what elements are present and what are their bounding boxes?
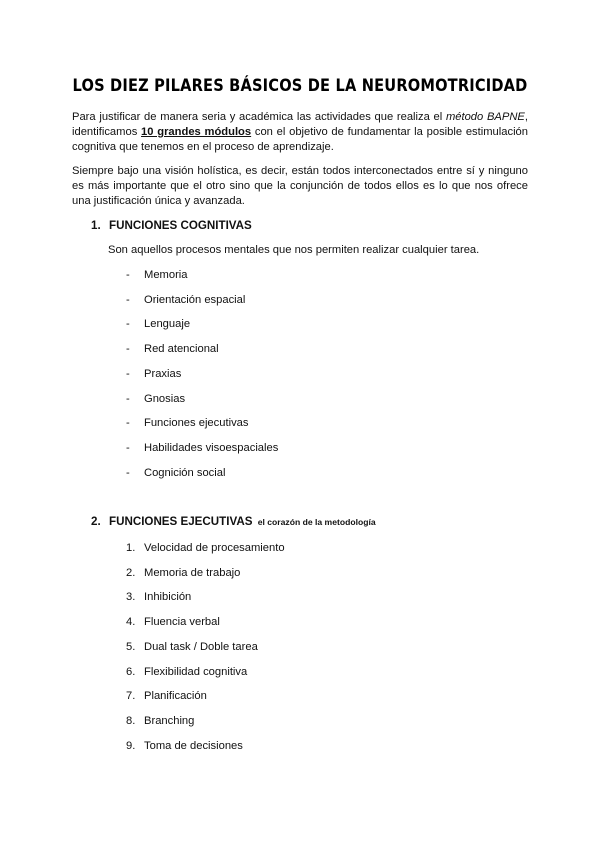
- list-item-label: Habilidades visoespaciales: [144, 442, 279, 454]
- list-item-label: Lenguaje: [144, 318, 191, 330]
- list-number: 3.: [126, 591, 136, 603]
- list-item: [126, 542, 285, 558]
- list-item: [126, 467, 225, 483]
- list-number: 7.: [126, 690, 136, 702]
- list-item-label: Velocidad de procesamiento: [144, 542, 285, 554]
- list-number: 5.: [126, 641, 136, 653]
- section-number: 1.: [91, 219, 101, 232]
- intro-paragraph: [72, 110, 528, 155]
- list-item-label: Orientación espacial: [144, 294, 246, 306]
- list-item-label: Funciones ejecutivas: [144, 417, 249, 429]
- list-item-label: Fluencia verbal: [144, 616, 220, 628]
- intro-text-3: con el objetivo de fundamentar la posible estimulación cognitiva que tenemos en el proceso de aprendizaje.: [72, 126, 528, 153]
- list-item: [126, 318, 190, 334]
- list-item: [126, 442, 278, 458]
- list-item-label: Branching: [144, 715, 195, 727]
- list-item: [126, 567, 240, 583]
- list-item: [126, 393, 185, 409]
- list-item-label: Praxias: [144, 368, 182, 380]
- section-title: FUNCIONES EJECUTIVAS: [109, 515, 253, 528]
- bullet-dash: -: [126, 318, 130, 330]
- section-heading-executive: [91, 515, 376, 528]
- section-title: FUNCIONES COGNITIVAS: [109, 219, 252, 232]
- list-item: [126, 616, 220, 632]
- list-item-label: Memoria: [144, 269, 188, 281]
- list-number: 9.: [126, 740, 136, 752]
- bullet-dash: -: [126, 368, 130, 380]
- list-number: 6.: [126, 666, 136, 678]
- list-item-label: Gnosias: [144, 393, 186, 405]
- list-item: [126, 690, 207, 706]
- bullet-dash: -: [126, 417, 130, 429]
- list-item-label: Dual task / Doble tarea: [144, 641, 258, 653]
- list-item: [126, 715, 194, 731]
- list-number: 4.: [126, 616, 136, 628]
- section-number: 2.: [91, 515, 101, 528]
- bullet-dash: -: [126, 393, 130, 405]
- list-item-label: Toma de decisiones: [144, 740, 243, 752]
- list-number: 8.: [126, 715, 136, 727]
- list-number: 1.: [126, 542, 136, 554]
- list-item-label: Memoria de trabajo: [144, 567, 241, 579]
- intro-text-2: , identificamos: [72, 111, 528, 138]
- bullet-dash: -: [126, 343, 130, 355]
- document-title: LOS DIEZ PILARES BÁSICOS DE LA NEUROMOTRICIDAD: [72, 76, 528, 96]
- section-subtitle: el corazón de la metodología: [257, 517, 376, 527]
- list-item: [126, 368, 181, 384]
- method-name: método BAPNE: [445, 111, 525, 123]
- list-number: 2.: [126, 567, 136, 579]
- bullet-dash: -: [126, 442, 130, 454]
- list-item: [126, 740, 243, 756]
- list-item: [126, 269, 188, 285]
- list-item-label: Planificación: [144, 690, 207, 702]
- intro-text-1: Para justificar de manera seria y académica las actividades que realiza el: [72, 111, 446, 123]
- section-heading-cognitive: [91, 219, 252, 232]
- list-item: [126, 641, 258, 657]
- section-intro: Son aquellos procesos mentales que nos permiten realizar cualquier tarea.: [108, 244, 480, 256]
- list-item: [126, 666, 247, 682]
- list-item: [126, 343, 219, 359]
- bullet-dash: -: [126, 294, 130, 306]
- bullet-dash: -: [126, 269, 130, 281]
- list-item: [126, 417, 248, 433]
- holistic-paragraph: Siempre bajo una visión holística, es decir, están todos interconectados entre sí y ninguno es más importante que el otro sino que la conjunción de todos ellos es lo que nos ofrece una justificación única y avanzada.: [72, 165, 528, 207]
- list-item: [126, 294, 245, 310]
- bullet-dash: -: [126, 467, 130, 479]
- list-item: [126, 591, 191, 607]
- list-item-label: Flexibilidad cognitiva: [144, 666, 248, 678]
- list-item-label: Red atencional: [144, 343, 219, 355]
- modules-highlight: 10 grandes módulos: [141, 126, 252, 138]
- list-item-label: Cognición social: [144, 467, 226, 479]
- list-item-label: Inhibición: [144, 591, 192, 603]
